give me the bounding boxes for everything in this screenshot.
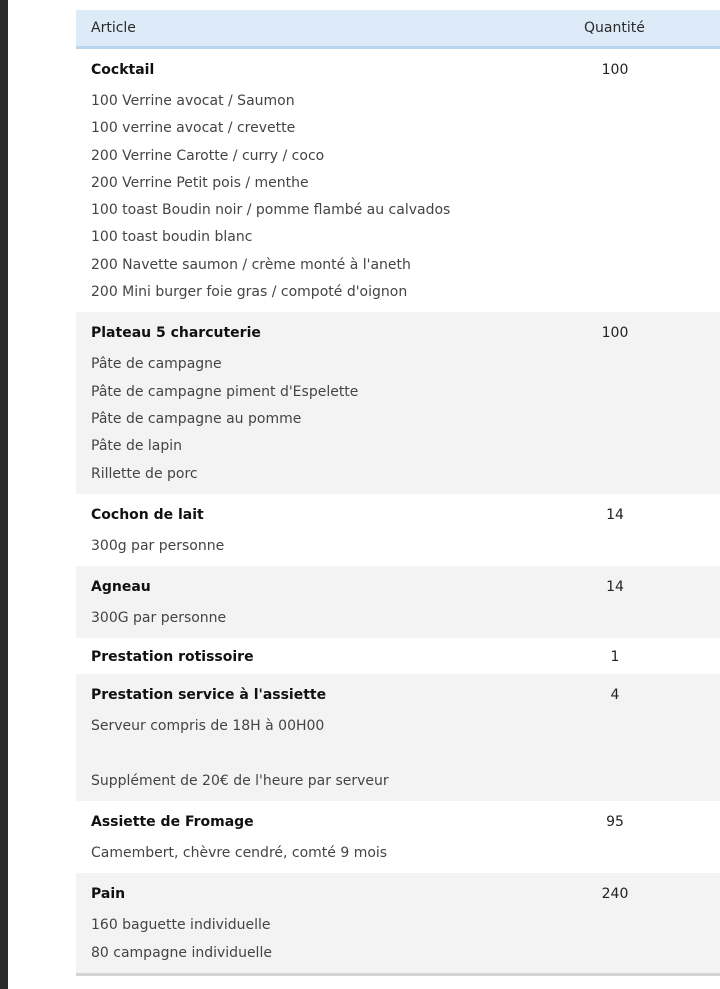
- article-details: [91, 840, 720, 867]
- article-name: Agneau: [91, 579, 151, 596]
- article-name: Cochon de lait: [91, 506, 204, 523]
- article-quantity: 14: [606, 506, 624, 523]
- table-row: [76, 638, 720, 674]
- detail-line: 200 Mini burger foie gras / compoté d'oignon: [91, 284, 408, 301]
- article-quantity: 14: [606, 579, 624, 596]
- detail-line: 100 toast boudin blanc: [91, 229, 253, 246]
- article-details: [91, 351, 720, 487]
- article-name: Cocktail: [91, 62, 155, 78]
- article-quantity: 240: [601, 886, 629, 903]
- table-row: [76, 873, 720, 973]
- table-bottom-border: [76, 973, 720, 976]
- detail-line: Pâte de campagne piment d'Espelette: [91, 383, 359, 400]
- detail-line: 100 verrine avocat / crevette: [91, 120, 296, 137]
- detail-line: Rillette de porc: [91, 465, 198, 482]
- detail-line: 160 baguette individuelle: [91, 917, 271, 934]
- article-name: Pain: [91, 886, 126, 903]
- detail-line: Pâte de campagne: [91, 356, 222, 373]
- detail-line: 80 campagne individuelle: [91, 944, 272, 961]
- table-row: [76, 566, 720, 638]
- article-quantity: 4: [610, 687, 620, 704]
- detail-line: Serveur compris de 18H à 00H00: [91, 718, 325, 735]
- table-row: [76, 674, 720, 801]
- detail-line: 100 toast Boudin noir / pomme flambé au calvados: [91, 202, 451, 219]
- detail-line: 300g par personne: [91, 537, 225, 554]
- detail-line: Pâte de lapin: [91, 438, 183, 455]
- detail-line: Camembert, chèvre cendré, comté 9 mois: [91, 845, 388, 862]
- table-row: [76, 494, 720, 566]
- left-edge-bar: [0, 0, 8, 989]
- table-row: [76, 49, 720, 312]
- column-header-quantity: Quantité: [584, 20, 645, 36]
- article-name: Prestation rotissoire: [91, 649, 254, 666]
- article-name: Prestation service à l'assiette: [91, 687, 327, 704]
- detail-line: 200 Navette saumon / crème monté à l'aneth: [91, 256, 411, 273]
- article-details: [91, 605, 720, 632]
- article-quantity: 100: [601, 325, 629, 342]
- order-table: [76, 10, 720, 976]
- article-name: Assiette de Fromage: [91, 814, 254, 831]
- detail-line: 200 Verrine Petit pois / menthe: [91, 174, 309, 191]
- detail-line: 100 Verrine avocat / Saumon: [91, 93, 295, 109]
- detail-line: Supplément de 20€ de l'heure par serveur: [91, 772, 389, 789]
- table-row: [76, 312, 720, 493]
- table-header: [76, 10, 720, 49]
- article-quantity: 95: [606, 814, 624, 831]
- detail-line: Pâte de campagne au pomme: [91, 410, 302, 427]
- detail-line: 200 Verrine Carotte / curry / coco: [91, 147, 325, 164]
- article-name: Plateau 5 charcuterie: [91, 325, 261, 342]
- article-details: [91, 713, 720, 795]
- table-body: [76, 49, 720, 973]
- detail-line: 300G par personne: [91, 610, 227, 627]
- column-header-article: Article: [91, 20, 136, 36]
- detail-line: [91, 741, 720, 768]
- table-row: [76, 801, 720, 873]
- article-details: [91, 88, 720, 306]
- article-quantity: 100: [601, 62, 629, 78]
- article-quantity: 1: [610, 649, 620, 666]
- article-details: [91, 533, 720, 560]
- article-details: [91, 912, 720, 967]
